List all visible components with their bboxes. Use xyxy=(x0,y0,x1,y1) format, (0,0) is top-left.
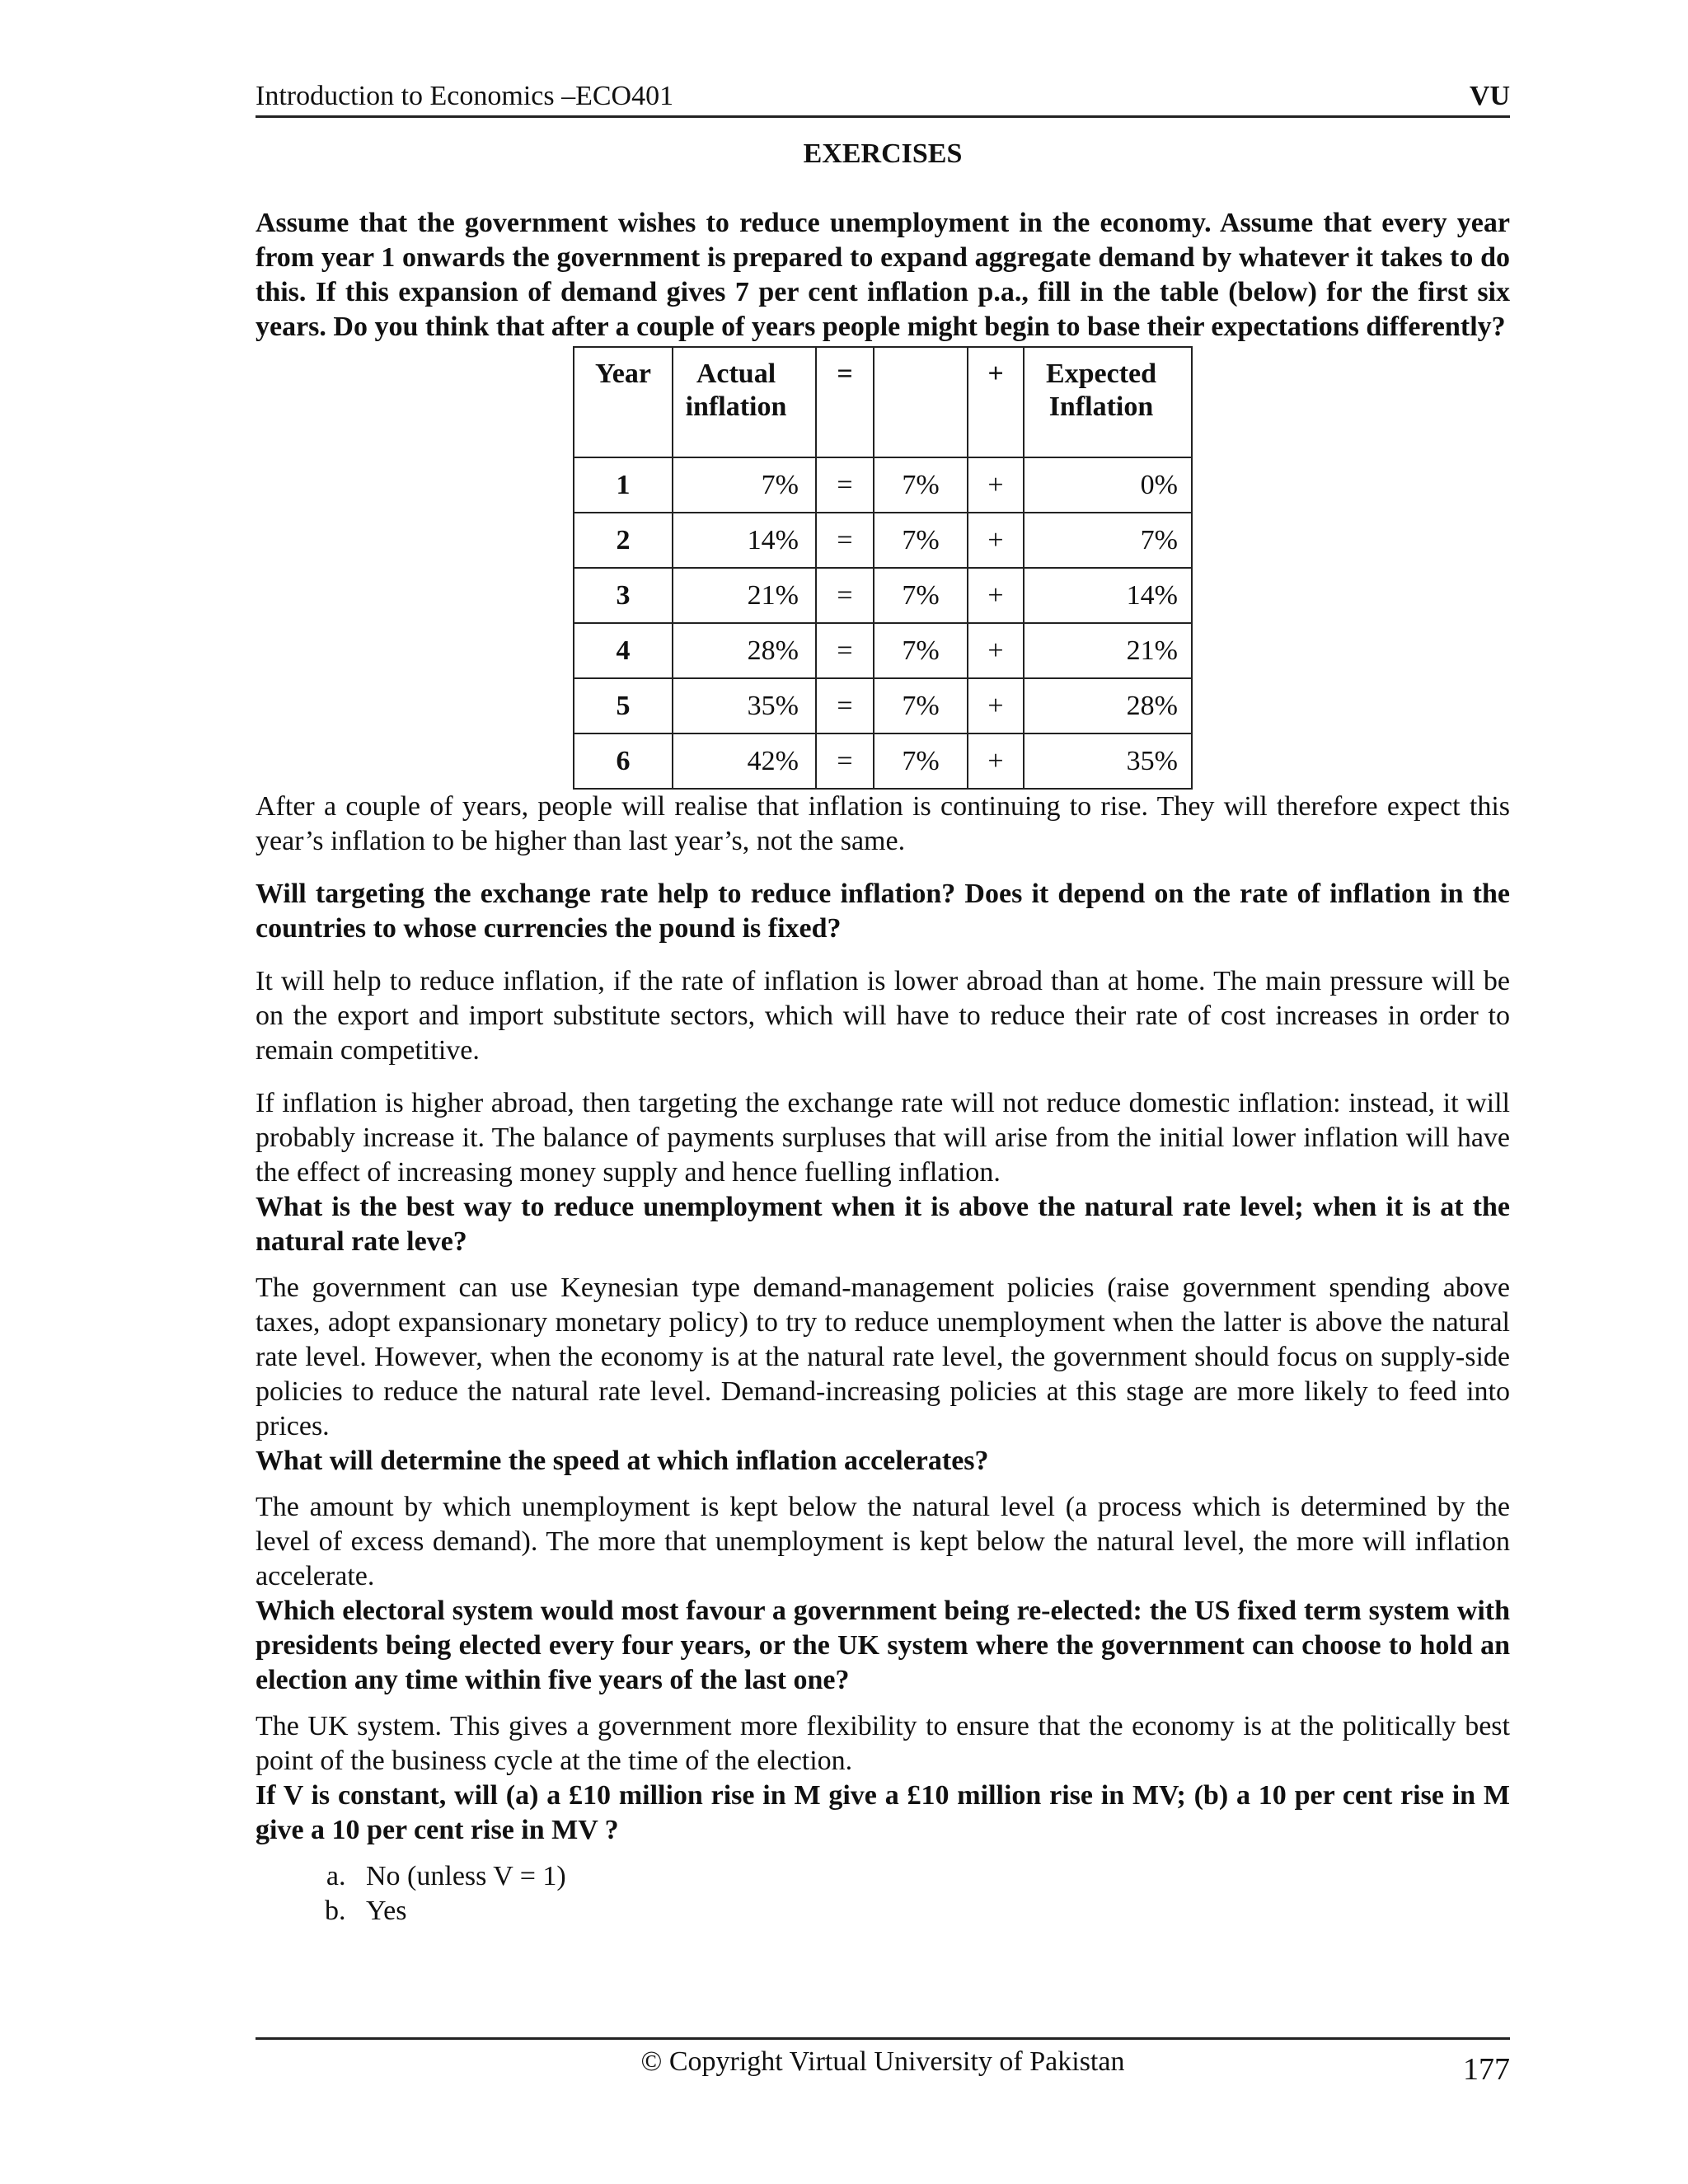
table-row xyxy=(574,457,1192,513)
list-item: b. Yes xyxy=(353,1894,1510,1929)
question-6: If V is constant, will (a) a £10 million rise in M give a £10 million rise in MV; (b) a 10 per cent rise in M give a 10 per cent rise in MV ? xyxy=(256,1780,1510,1845)
table-header-row xyxy=(574,347,1192,457)
cell-plus: + xyxy=(968,457,1024,513)
question-1: Assume that the government wishes to reduce unemployment in the economy. Assume that every year from year 1 onwards the government is prepared to expand aggregate demand by whatever it takes to do this. If this expansion of demand gives 7 per cent inflation p.a., fill in the table (below) for the first six years. Do you think that after a couple of years people might begin to base their expectations differently? xyxy=(256,208,1510,342)
copyright-notice: © Copyright Virtual University of Pakistan xyxy=(640,2046,1125,2077)
answer-2b: If inflation is higher abroad, then targeting the exchange rate will not reduce domestic inflation: instead, it will probably increase it. The balance of payments surpluses that will arise from the initial lower inflation will have the effect of increasing money supply and hence fuelling inflation. xyxy=(256,1088,1510,1188)
list-item: a. No (unless V = 1) xyxy=(353,1859,1510,1894)
cell-actual: 14% xyxy=(673,513,816,568)
answer-2a: It will help to reduce inflation, if the rate of inflation is lower abroad than at home. The main pressure will be on the export and import substitute sectors, which will have to reduce their rate of cost increases in order to remain competitive. xyxy=(256,966,1510,1066)
table-row xyxy=(574,568,1192,623)
cell-equals: = xyxy=(816,733,874,789)
cell-expected: 0% xyxy=(1024,457,1192,513)
cell-equals: = xyxy=(816,457,874,513)
answer-1: After a couple of years, people will realise that inflation is continuing to rise. They will therefore expect this year’s inflation to be higher than last year’s, not the same. xyxy=(256,791,1510,856)
page-header xyxy=(256,76,1510,118)
cell-equals: = xyxy=(816,623,874,678)
cell-year: 5 xyxy=(574,678,673,733)
header-blank xyxy=(874,347,968,457)
question-2: Will targeting the exchange rate help to reduce inflation? Does it depend on the rate of inflation in the countries to whose currencies the pound is fixed? xyxy=(256,879,1510,944)
cell-base: 7% xyxy=(874,733,968,789)
page-number: 177 xyxy=(1463,2052,1510,2087)
page-title: EXERCISES xyxy=(803,138,963,169)
cell-plus: + xyxy=(968,513,1024,568)
question-5: Which electoral system would most favour a government being re-elected: the US fixed term system with presidents being elected every four years, or the UK system where the government can choose to hold an election any time within five years of the last one? xyxy=(256,1596,1510,1695)
cell-actual: 21% xyxy=(673,568,816,623)
cell-expected: 7% xyxy=(1024,513,1192,568)
header-expected: Expected Inflation xyxy=(1024,347,1192,457)
table-row xyxy=(574,623,1192,678)
cell-year: 2 xyxy=(574,513,673,568)
cell-year: 1 xyxy=(574,457,673,513)
table-row xyxy=(574,733,1192,789)
cell-plus: + xyxy=(968,623,1024,678)
header-equals: = xyxy=(816,347,874,457)
cell-base: 7% xyxy=(874,568,968,623)
cell-plus: + xyxy=(968,733,1024,789)
cell-base: 7% xyxy=(874,623,968,678)
cell-year: 3 xyxy=(574,568,673,623)
header-actual: Actual inflation xyxy=(673,347,816,457)
table-row xyxy=(574,678,1192,733)
institution-label: VU xyxy=(1469,81,1510,111)
header-plus: + xyxy=(968,347,1024,457)
cell-expected: 28% xyxy=(1024,678,1192,733)
cell-plus: + xyxy=(968,568,1024,623)
answer-3: The government can use Keynesian type demand-management policies (raise government spending above taxes, adopt expansionary monetary policy) to try to reduce unemployment when the latter is above the natural rate level. However, when the economy is at the natural rate level, the government should focus on supply-side policies to reduce the natural rate level. Demand-increasing policies at this stage are more likely to feed into prices. xyxy=(256,1272,1510,1441)
answer-5: The UK system. This gives a government more flexibility to ensure that the economy is at the politically best point of the business cycle at the time of the election. xyxy=(256,1711,1510,1776)
answer-6-list xyxy=(256,1859,1510,1929)
cell-equals: = xyxy=(816,568,874,623)
cell-expected: 21% xyxy=(1024,623,1192,678)
page-footer xyxy=(256,2037,1510,2087)
cell-actual: 35% xyxy=(673,678,816,733)
question-3: What is the best way to reduce unemployment when it is above the natural rate level; when it is at the natural rate leve? xyxy=(256,1192,1510,1257)
cell-year: 4 xyxy=(574,623,673,678)
exercise-content xyxy=(256,206,1510,1929)
cell-year: 6 xyxy=(574,733,673,789)
cell-expected: 35% xyxy=(1024,733,1192,789)
cell-equals: = xyxy=(816,513,874,568)
cell-actual: 7% xyxy=(673,457,816,513)
cell-base: 7% xyxy=(874,678,968,733)
cell-actual: 42% xyxy=(673,733,816,789)
table-row xyxy=(574,513,1192,568)
header-year: Year xyxy=(574,347,673,457)
cell-actual: 28% xyxy=(673,623,816,678)
cell-base: 7% xyxy=(874,513,968,568)
cell-plus: + xyxy=(968,678,1024,733)
course-title: Introduction to Economics –ECO401 xyxy=(256,81,674,111)
question-4: What will determine the speed at which inflation accelerates? xyxy=(256,1446,989,1476)
answer-4: The amount by which unemployment is kept below the natural level (a process which is determined by the level of excess demand). The more that unemployment is kept below the natural level, the more will inflation accelerate. xyxy=(256,1492,1510,1591)
inflation-table xyxy=(573,346,1193,790)
cell-base: 7% xyxy=(874,457,968,513)
cell-expected: 14% xyxy=(1024,568,1192,623)
cell-equals: = xyxy=(816,678,874,733)
